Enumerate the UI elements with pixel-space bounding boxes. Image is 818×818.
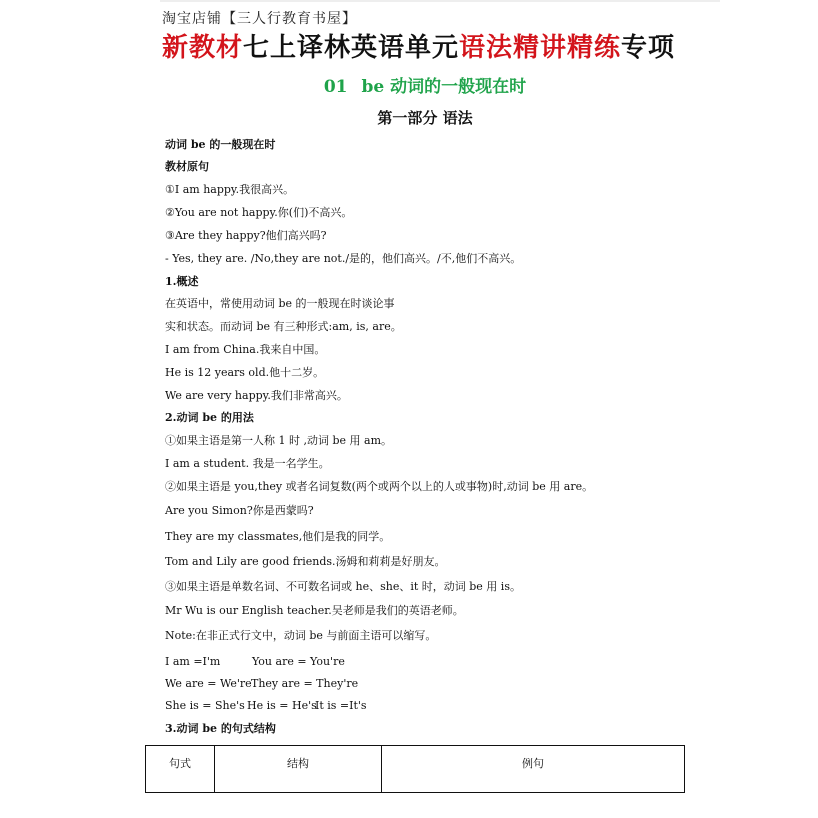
rule-3-example: Mr Wu is our English teacher.吴老师是我们的英语老师。	[165, 604, 464, 617]
contraction-item: She is = She's	[165, 699, 245, 712]
table-header-structure: 结构	[215, 746, 382, 793]
title-part-4: 专项	[621, 33, 676, 63]
top-divider	[160, 0, 720, 2]
overview-line-2: 实和状态。而动词 be 有三种形式:am, is, are。	[165, 320, 402, 333]
table-header-example: 例句	[382, 746, 685, 793]
rule-2-example-3: Tom and Lily are good friends.汤姆和莉莉是好朋友。	[165, 555, 446, 568]
lesson-title	[130, 72, 720, 97]
contraction-note: Note:在非正式行文中，动词 be 与前面主语可以缩写。	[165, 629, 437, 642]
title-part-2: 七上译林英语单元	[243, 33, 460, 63]
table-header-row	[146, 746, 685, 793]
example-3: We are very happy.我们非常高兴。	[165, 389, 348, 402]
table-header-pattern: 句式	[146, 746, 215, 793]
structure-table	[145, 745, 685, 793]
section-2-heading: 2.动词 be 的用法	[165, 411, 254, 424]
shop-name: 淘宝店铺【三人行教育书屋】	[162, 11, 357, 27]
rule-1: ①如果主语是第一人称 1 时 ,动词 be 用 am。	[165, 434, 393, 447]
rule-2-example-2: They are my classmates,他们是我的同学。	[165, 530, 391, 543]
contraction-item: I am =I'm	[165, 655, 221, 668]
section-1-heading: 1.概述	[165, 275, 199, 288]
contraction-item: You are = You're	[252, 655, 345, 668]
title-part-1: 新教材	[162, 33, 244, 63]
document-page	[130, 0, 720, 818]
contraction-item: He is = He's	[247, 699, 317, 712]
contraction-row	[165, 677, 359, 691]
rule-1-example: I am a student. 我是一名学生。	[165, 457, 330, 470]
lesson-number: 01	[323, 77, 348, 97]
sentence-3: ③Are they happy?他们高兴吗?	[165, 229, 327, 242]
part-title: 第一部分 语法	[377, 109, 473, 127]
rule-3: ③如果主语是单数名词、不可数名词或 he、she、it 时，动词 be 用 is。	[165, 580, 521, 593]
title-part-3: 语法精讲精练	[459, 33, 622, 63]
sentence-1: ①I am happy.我很高兴。	[165, 183, 295, 196]
example-2: He is 12 years old.他十二岁。	[165, 366, 325, 379]
overview-line-1: 在英语中，常使用动词 be 的一般现在时谈论事	[165, 297, 395, 310]
contraction-item: We are = We're	[165, 677, 252, 690]
sentence-4: - Yes, they are. /No,they are not./是的，他们高兴。/不,他们不高兴。	[165, 252, 522, 265]
contraction-row	[165, 655, 345, 669]
rule-2: ②如果主语是 you,they 或者名词复数(两个或两个以上的人或事物)时,动词 be 用 are。	[165, 480, 594, 493]
textbook-heading: 教材原句	[165, 160, 209, 173]
contraction-item: They are = They're	[251, 677, 359, 690]
example-1: I am from China.我来自中国。	[165, 343, 326, 356]
main-title	[162, 27, 675, 64]
lesson-name: be 动词的一般现在时	[361, 77, 527, 97]
rule-2-example-1: Are you Simon?你是西蒙吗?	[165, 504, 314, 517]
topic-heading: 动词 be 的一般现在时	[165, 138, 276, 151]
contraction-row	[165, 699, 367, 713]
contraction-item: It is =It's	[315, 699, 367, 712]
section-3-heading: 3.动词 be 的句式结构	[165, 722, 276, 735]
sentence-2: ②You are not happy.你(们)不高兴。	[165, 206, 353, 219]
